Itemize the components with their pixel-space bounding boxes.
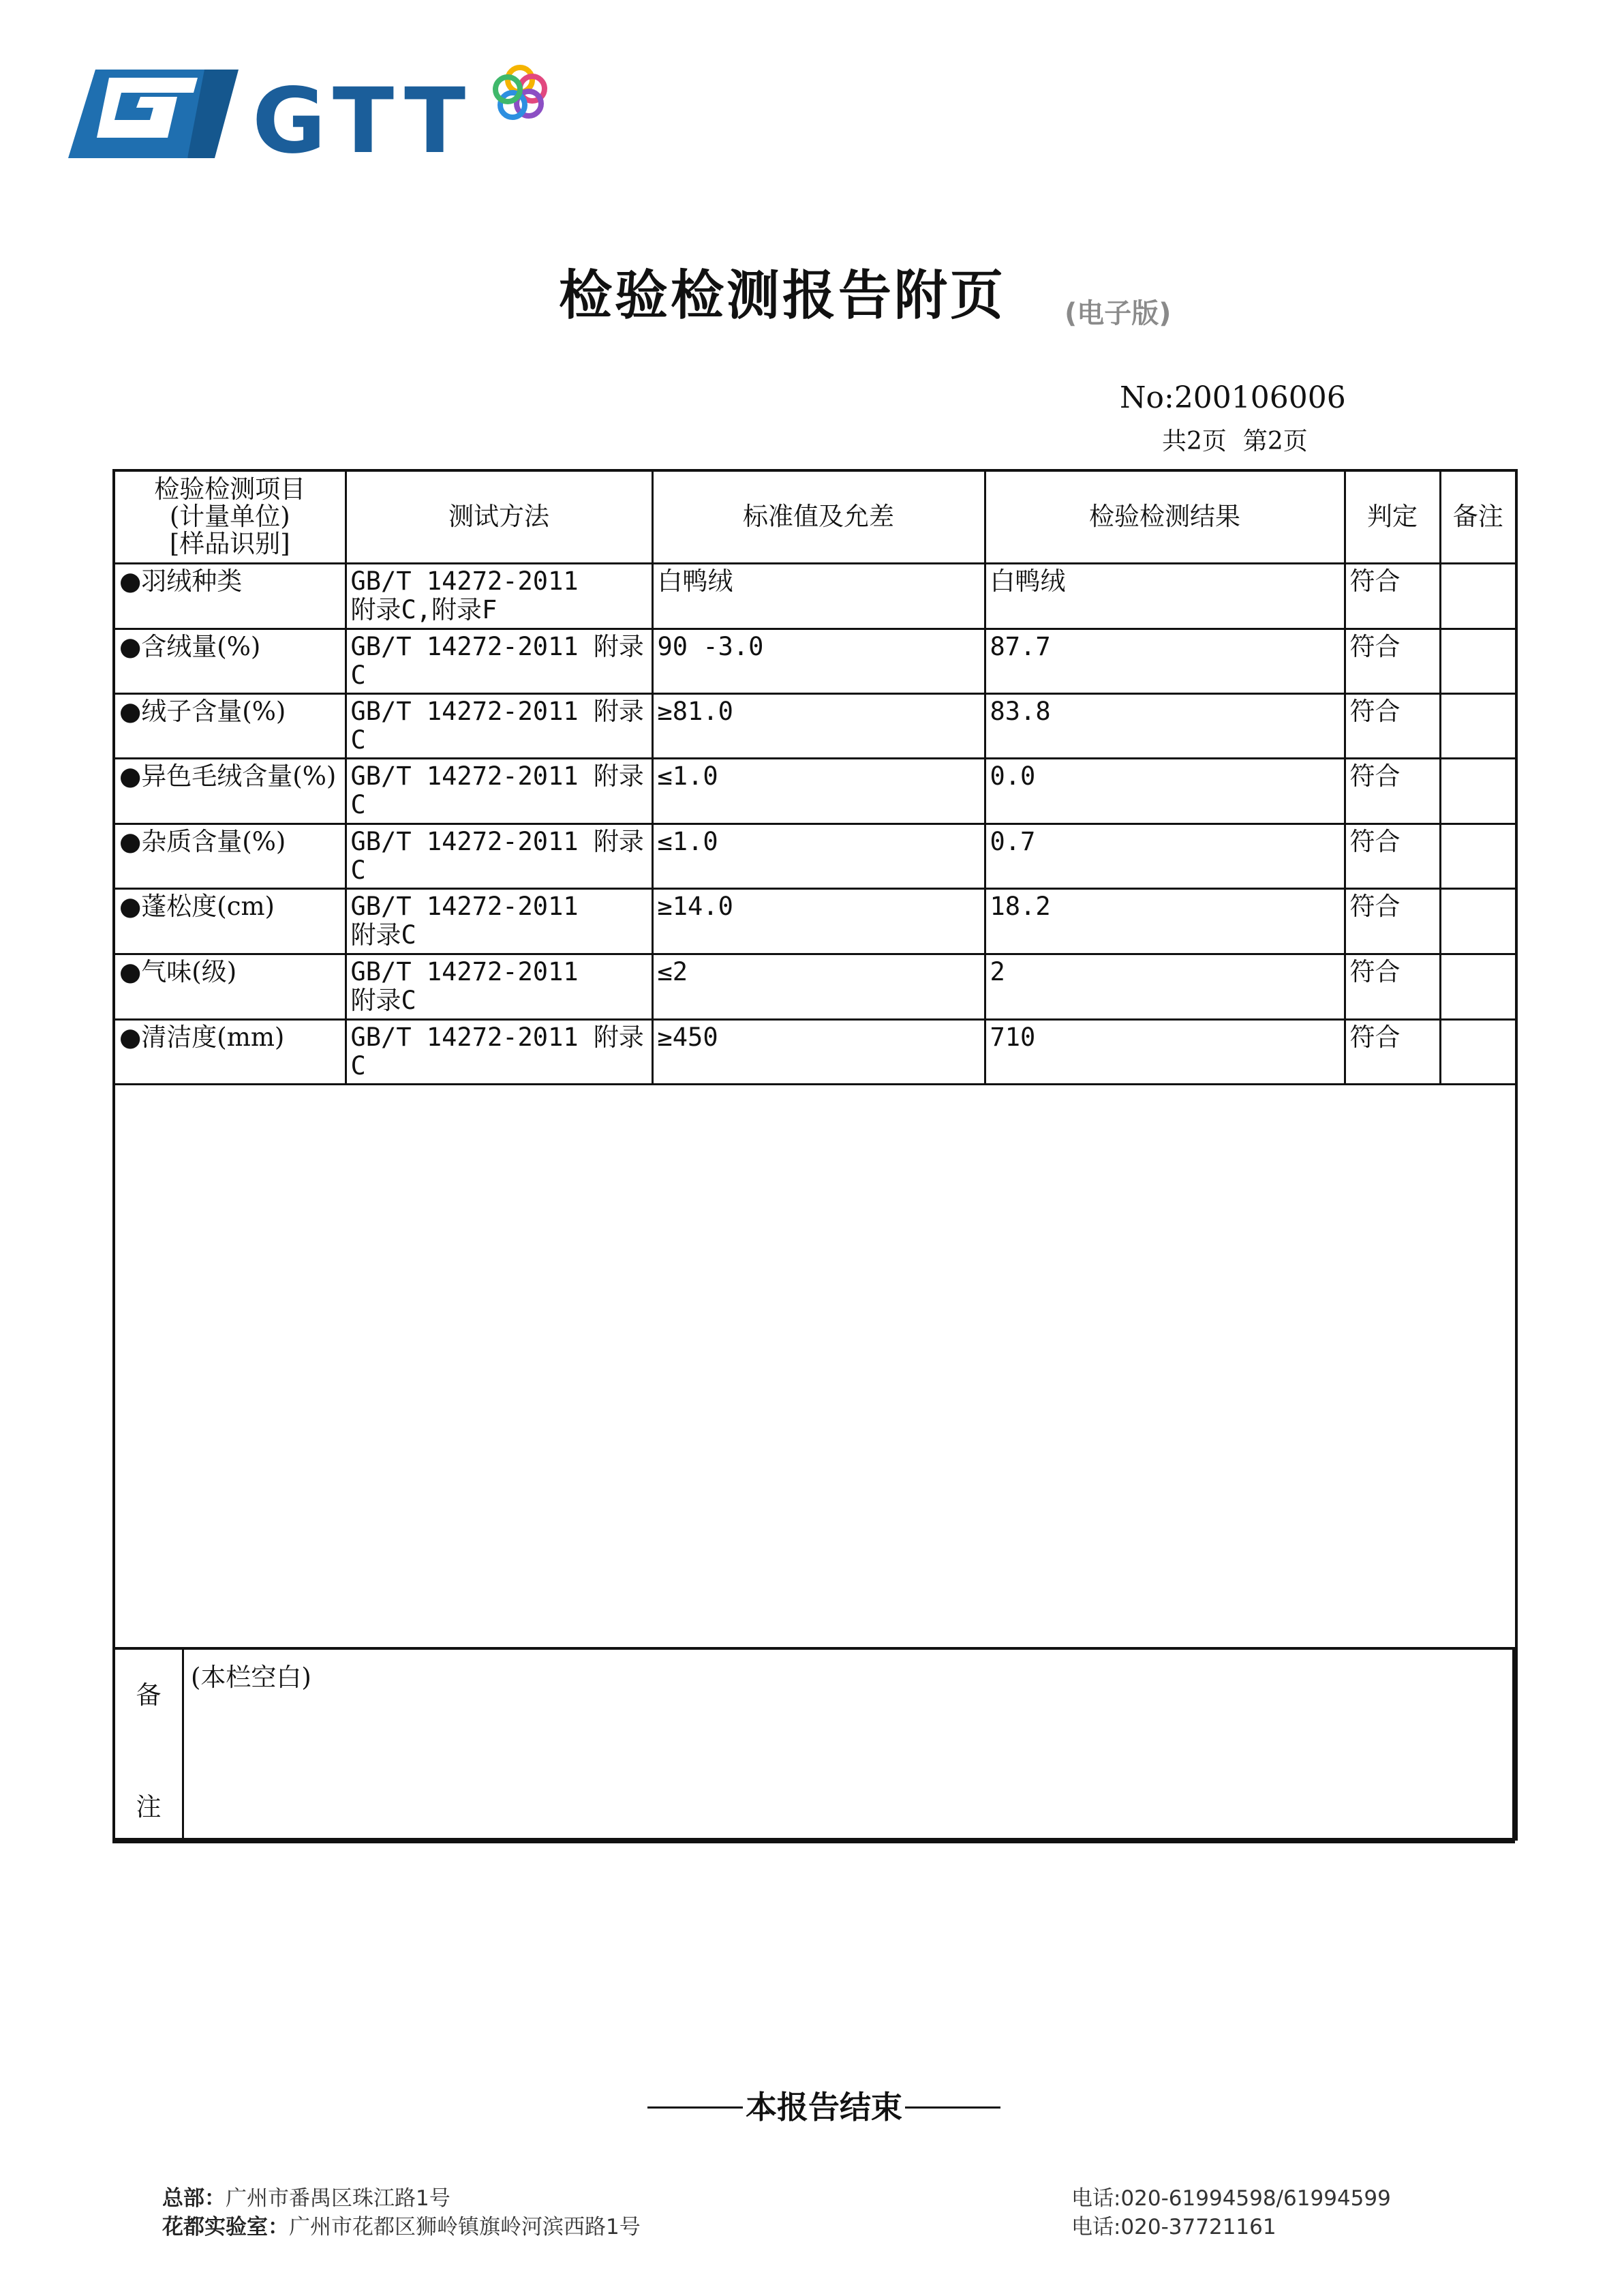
- gtt-logo-mark-icon: [68, 70, 239, 165]
- table-row: [114, 563, 1516, 629]
- total-pages: 共2页: [1162, 427, 1227, 455]
- table-row: [114, 888, 1516, 954]
- company-logo: [68, 63, 559, 172]
- table-row: [114, 693, 1516, 758]
- cell-result: 87.7: [985, 629, 1345, 693]
- cell-item: ●含绒量(%): [114, 629, 346, 693]
- header-remark: 备注: [1440, 470, 1516, 563]
- bullet-icon: ●: [119, 1022, 142, 1052]
- bullet-icon: ●: [119, 891, 142, 921]
- cell-result: 18.2: [985, 888, 1345, 954]
- remarks-table: [112, 1647, 1515, 1843]
- header-item: 检验检测项目 (计量单位) [样品识别]: [114, 470, 346, 563]
- bullet-icon: ●: [119, 631, 142, 661]
- cell-judgement: 符合: [1345, 954, 1440, 1019]
- lab-address: 广州市花都区狮岭镇旗岭河滨西路1号: [289, 2215, 641, 2239]
- cell-judgement: 符合: [1345, 888, 1440, 954]
- current-page: 第2页: [1242, 427, 1308, 455]
- cell-remark: [1440, 758, 1516, 824]
- cell-item: ●绒子含量(%): [114, 693, 346, 758]
- cell-remark: [1440, 824, 1516, 888]
- remarks-label-bottom: 注: [136, 1792, 162, 1822]
- cell-result: 0.0: [985, 758, 1345, 824]
- cell-item: ●异色毛绒含量(%): [114, 758, 346, 824]
- divider: [647, 2106, 743, 2109]
- bullet-icon: ●: [119, 566, 142, 596]
- cell-method: GB/T 14272-2011 附录C: [346, 1019, 652, 1084]
- cell-standard: ≤1.0: [652, 758, 985, 824]
- cell-method: GB/T 14272-2011 附录C: [346, 954, 652, 1019]
- cell-method: GB/T 14272-2011 附录C: [346, 629, 652, 693]
- bullet-icon: ●: [119, 956, 142, 986]
- header-method: 测试方法: [346, 470, 652, 563]
- cell-standard: ≥450: [652, 1019, 985, 1084]
- lab-label: 花都实验室：: [162, 2215, 289, 2239]
- report-number: No:200106006: [1120, 380, 1346, 415]
- cell-standard: ≤1.0: [652, 824, 985, 888]
- end-of-report-text: 本报告结束: [746, 2089, 902, 2126]
- table-row: [114, 954, 1516, 1019]
- cell-result: 710: [985, 1019, 1345, 1084]
- table-header-row: [114, 470, 1516, 563]
- cell-standard: 白鸭绒: [652, 563, 985, 629]
- header-standard: 标准值及允差: [652, 470, 985, 563]
- end-of-report: [647, 2089, 1000, 2126]
- divider: [905, 2106, 1000, 2109]
- cell-method: GB/T 14272-2011 附录C: [346, 693, 652, 758]
- cell-remark: [1440, 954, 1516, 1019]
- brand-name: GTT: [252, 69, 474, 174]
- cell-judgement: 符合: [1345, 758, 1440, 824]
- cell-judgement: 符合: [1345, 693, 1440, 758]
- table-row: [114, 824, 1516, 888]
- hq-phone: 电话:020-61994598/61994599: [1071, 2186, 1391, 2211]
- cell-result: 0.7: [985, 824, 1345, 888]
- table-row: [114, 1019, 1516, 1084]
- cell-result: 2: [985, 954, 1345, 1019]
- color-flower-icon: [489, 63, 551, 124]
- cell-item: ●杂质含量(%): [114, 824, 346, 888]
- cell-remark: [1440, 888, 1516, 954]
- cell-method: GB/T 14272-2011 附录C: [346, 824, 652, 888]
- footer-lab: [162, 2217, 641, 2238]
- cell-item: ●蓬松度(cm): [114, 888, 346, 954]
- cell-remark: [1440, 629, 1516, 693]
- cell-method: GB/T 14272-2011 附录C: [346, 758, 652, 824]
- cell-result: 白鸭绒: [985, 563, 1345, 629]
- page-title: 检验检测报告附页: [559, 265, 1007, 327]
- cell-item: ●气味(级): [114, 954, 346, 1019]
- footer-hq: [162, 2188, 450, 2209]
- bullet-icon: ●: [119, 696, 142, 726]
- lab-phone: 电话:020-37721161: [1071, 2215, 1276, 2239]
- cell-standard: 90 -3.0: [652, 629, 985, 693]
- cell-judgement: 符合: [1345, 563, 1440, 629]
- hq-label: 总部：: [162, 2186, 226, 2211]
- bullet-icon: ●: [119, 761, 142, 791]
- cell-judgement: 符合: [1345, 1019, 1440, 1084]
- cell-item: ●清洁度(mm): [114, 1019, 346, 1084]
- header-result: 检验检测结果: [985, 470, 1345, 563]
- remarks-text: (本栏空白): [183, 1648, 1514, 1842]
- remarks-label-top: 备: [136, 1680, 162, 1710]
- cell-standard: ≥14.0: [652, 888, 985, 954]
- table-row: [114, 758, 1516, 824]
- cell-remark: [1440, 563, 1516, 629]
- cell-judgement: 符合: [1345, 824, 1440, 888]
- cell-remark: [1440, 693, 1516, 758]
- page-info: [1162, 429, 1308, 454]
- cell-item: ●羽绒种类: [114, 563, 346, 629]
- cell-standard: ≥81.0: [652, 693, 985, 758]
- cell-judgement: 符合: [1345, 629, 1440, 693]
- electronic-edition-label: (电子版): [1065, 298, 1172, 329]
- cell-method: GB/T 14272-2011 附录C,附录F: [346, 563, 652, 629]
- table-row: [114, 629, 1516, 693]
- cell-method: GB/T 14272-2011 附录C: [346, 888, 652, 954]
- cell-standard: ≤2: [652, 954, 985, 1019]
- results-table: [112, 469, 1518, 1841]
- cell-result: 83.8: [985, 693, 1345, 758]
- cell-remark: [1440, 1019, 1516, 1084]
- bullet-icon: ●: [119, 826, 142, 856]
- header-judgement: 判定: [1345, 470, 1440, 563]
- remarks-label: [114, 1648, 183, 1842]
- hq-address: 广州市番禺区珠江路1号: [226, 2186, 450, 2211]
